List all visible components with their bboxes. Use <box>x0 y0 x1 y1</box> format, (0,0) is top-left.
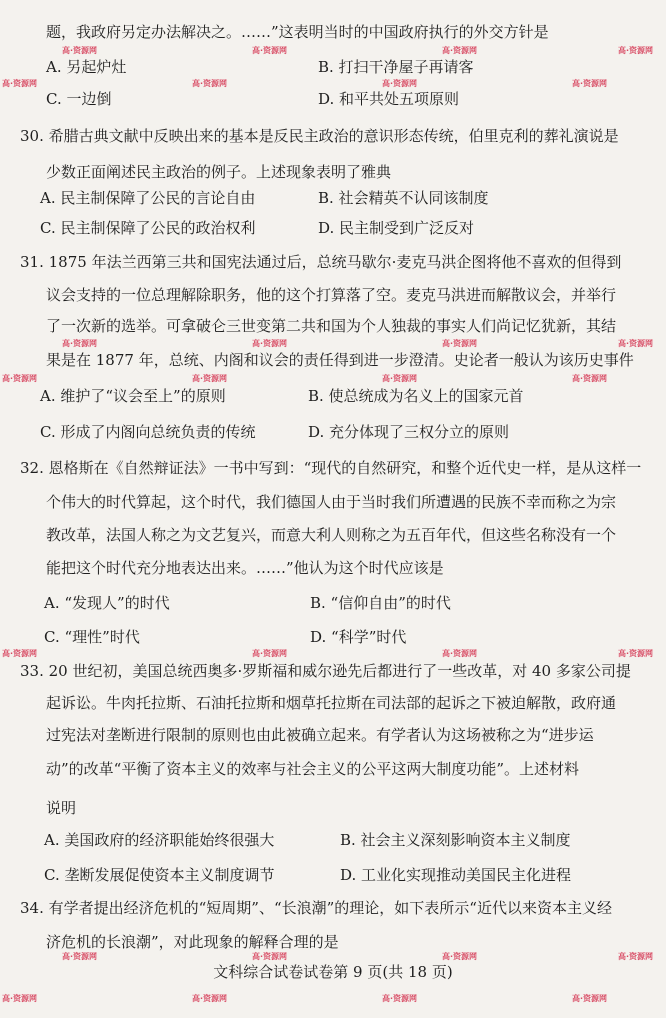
q33-option-a: A. 美国政府的经济职能始终很强大 <box>44 831 275 849</box>
watermark-logo: 高·资源网 <box>382 374 418 383</box>
watermark-logo: 高·资源网 <box>62 952 98 961</box>
q32-option-b: B. “信仰自由”的时代 <box>310 594 451 612</box>
q32-stem: 能把这个时代充分地表达出来。……”他认为这个时代应该是 <box>46 559 444 577</box>
q29-option-a: A. 另起炉灶 <box>46 58 127 76</box>
watermark-logo: 高·资源网 <box>618 952 654 961</box>
watermark-logo: 高·资源网 <box>192 374 228 383</box>
q30-option-d: D. 民主制受到广泛反对 <box>318 219 475 237</box>
watermark-logo: 高·资源网 <box>618 339 654 348</box>
q32-option-a: A. “发现人”的时代 <box>44 594 170 612</box>
watermark-logo: 高·资源网 <box>2 374 38 383</box>
q31-stem: 议会支持的一位总理解除职务，他的这个打算落了空。麦克马洪进而解散议会，并举行 <box>46 286 617 304</box>
q30-option-c: C. 民主制保障了公民的政治权利 <box>40 219 256 237</box>
q33-stem: 说明 <box>46 799 77 817</box>
watermark-logo: 高·资源网 <box>252 952 288 961</box>
watermark-logo: 高·资源网 <box>442 649 478 658</box>
q34-stem: 济危机的长浪潮”，对此现象的解释合理的是 <box>46 933 339 951</box>
q33-stem: 过宪法对垄断进行限制的原则也由此被确立起来。有学者认为这场被称之为“进步运 <box>46 726 594 744</box>
q31-option-d: D. 充分体现了三权分立的原则 <box>308 423 510 441</box>
page-footer: 文科综合试卷试卷第 9 页(共 18 页) <box>213 963 453 981</box>
q31-option-b: B. 使总统成为名义上的国家元首 <box>308 387 524 405</box>
q33-stem: 起诉讼。牛肉托拉斯、石油托拉斯和烟草托拉斯在司法部的起诉之下被迫解散，政府通 <box>46 694 617 712</box>
watermark-logo: 高·资源网 <box>252 649 288 658</box>
q33-stem: 动”的改革“平衡了资本主义的效率与社会主义的公平这两大制度功能”。上述材料 <box>46 760 580 778</box>
watermark-logo: 高·资源网 <box>442 339 478 348</box>
q32-stem: 教改革，法国人称之为文艺复兴，而意大利人则称之为五百年代，但这些名称没有一个 <box>46 526 617 544</box>
q30-stem: 少数正面阐述民主政治的例子。上述现象表明了雅典 <box>46 163 392 181</box>
q29-option-b: B. 打扫干净屋子再请客 <box>318 58 474 76</box>
watermark-logo: 高·资源网 <box>2 79 38 88</box>
q33-option-b: B. 社会主义深刻影响资本主义制度 <box>340 831 571 849</box>
q30-option-a: A. 民主制保障了公民的言论自由 <box>40 189 256 207</box>
q32-option-d: D. “科学”时代 <box>310 628 407 646</box>
q32-option-c: C. “理性”时代 <box>44 628 140 646</box>
watermark-logo: 高·资源网 <box>2 994 38 1003</box>
q33-option-c: C. 垄断发展促使资本主义制度调节 <box>44 866 275 884</box>
q31-option-c: C. 形成了内阁向总统负责的传统 <box>40 423 256 441</box>
watermark-logo: 高·资源网 <box>252 339 288 348</box>
watermark-logo: 高·资源网 <box>572 374 608 383</box>
q29-stem: 题，我政府另定办法解决之。……”这表明当时的中国政府执行的外交方针是 <box>46 23 549 41</box>
watermark-logo: 高·资源网 <box>572 79 608 88</box>
q31-option-a: A. 维护了“议会至上”的原则 <box>40 387 226 405</box>
q32-stem: 个伟大的时代算起，这个时代，我们德国人由于当时我们所遭遇的民族不幸而称之为宗 <box>46 493 617 511</box>
watermark-logo: 高·资源网 <box>192 994 228 1003</box>
q31-stem: 了一次新的选举。可拿破仑三世变第二共和国为个人独裁的事实人们尚记忆犹新，其结 <box>46 317 617 335</box>
q34-stem: 34. 有学者提出经济危机的“短周期”、“长浪潮”的理论，如下表所示“近代以来资本主义经 <box>20 899 612 917</box>
watermark-logo: 高·资源网 <box>382 79 418 88</box>
watermark-logo: 高·资源网 <box>572 994 608 1003</box>
watermark-logo: 高·资源网 <box>382 994 418 1003</box>
watermark-logo: 高·资源网 <box>442 952 478 961</box>
q31-stem: 果是在 1877 年，总统、内阁和议会的责任得到进一步澄清。史论者一般认为该历史事件 <box>46 351 634 369</box>
q29-option-d: D. 和平共处五项原则 <box>318 90 460 108</box>
watermark-logo: 高·资源网 <box>442 46 478 55</box>
watermark-logo: 高·资源网 <box>618 46 654 55</box>
q29-option-c: C. 一边倒 <box>46 90 112 108</box>
q30-stem: 30. 希腊古典文献中反映出来的基本是反民主政治的意识形态传统，伯里克利的葬礼演说是 <box>20 127 619 145</box>
q30-option-b: B. 社会精英不认同该制度 <box>318 189 489 207</box>
watermark-logo: 高·资源网 <box>62 339 98 348</box>
q33-option-d: D. 工业化实现推动美国民主化进程 <box>340 866 572 884</box>
q33-stem: 33. 20 世纪初，美国总统西奥多·罗斯福和威尔逊先后都进行了一些改革，对 40 多家公司提 <box>20 662 631 680</box>
q32-stem: 32. 恩格斯在《自然辩证法》一书中写到：“现代的自然研究，和整个近代史一样，是从这样一 <box>20 459 642 477</box>
watermark-logo: 高·资源网 <box>618 649 654 658</box>
watermark-logo: 高·资源网 <box>252 46 288 55</box>
q31-stem: 31. 1875 年法兰西第三共和国宪法通过后，总统马歇尔·麦克马洪企图将他不喜欢的但得到 <box>20 253 622 271</box>
watermark-logo: 高·资源网 <box>192 79 228 88</box>
watermark-logo: 高·资源网 <box>2 649 38 658</box>
watermark-logo: 高·资源网 <box>62 46 98 55</box>
